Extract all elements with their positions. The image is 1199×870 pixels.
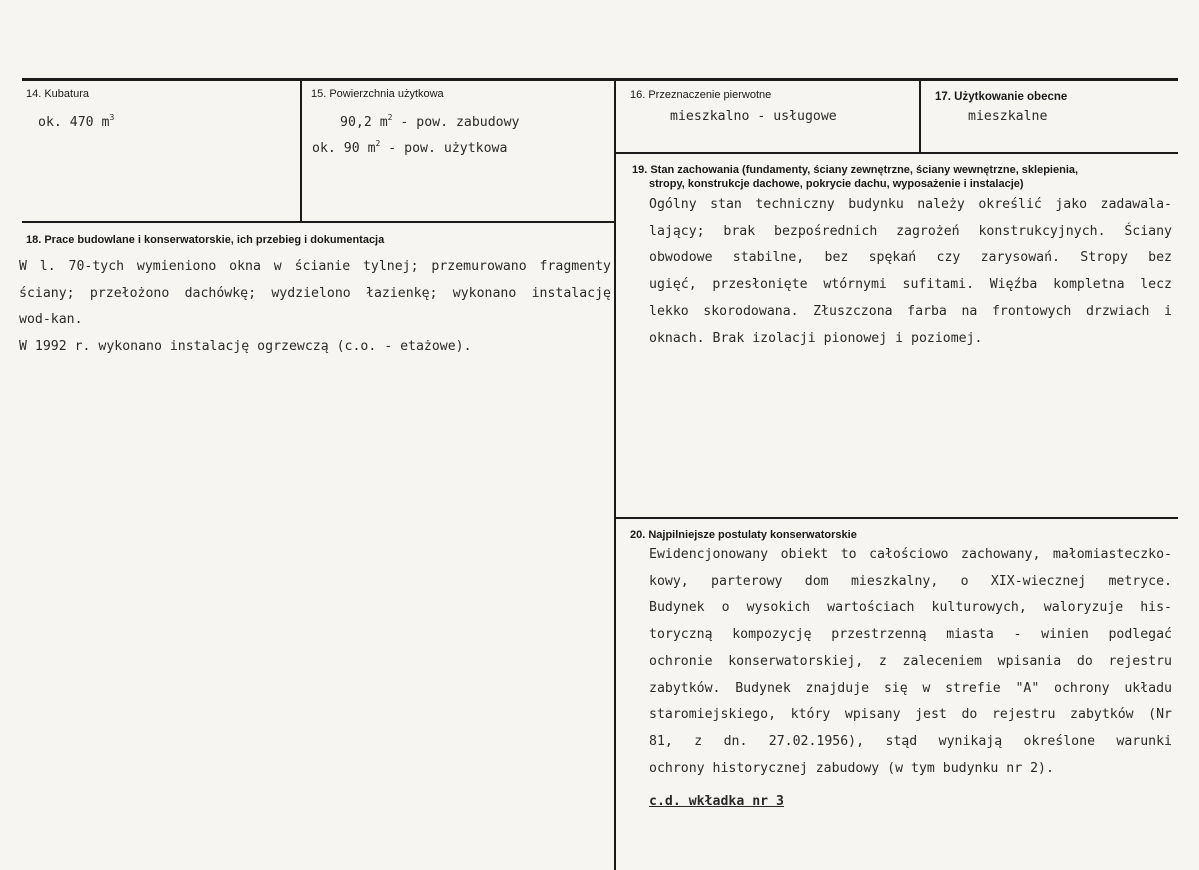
field-19-line: lający; brak bezpośrednich zagrożeń konstrukcyjnych. Ściany: [649, 223, 1172, 239]
rule-below-19: [616, 517, 1178, 519]
field-20-line: toryczną kompozycję przestrzenną miasta - winien podlegać: [649, 627, 1172, 643]
field-19-line: oknach. Brak izolacji pionowej i poziomej.: [649, 330, 983, 346]
divider-v-16-17: [919, 80, 921, 153]
field-20-line: Ewidencjonowany obiekt to całościowo zachowany, małomiasteczko-: [649, 547, 1172, 562]
field-18-line: W 1992 r. wykonano instalację ogrzewczą (c.o. - etażowe).: [19, 339, 472, 355]
continuation-note: c.d. wkładka nr 3: [649, 794, 784, 809]
divider-v-center: [614, 80, 616, 870]
field-14-value: ok. 470 $m^3$: [38, 113, 115, 130]
field-18-text: [19, 254, 611, 361]
field-15-label: 15. Powierzchnia użytkowa: [311, 88, 444, 100]
field-19-text: [649, 192, 1172, 352]
field-20-line: ochronie konserwatorskiej, z zaleceniem wpisania do rejestru: [649, 653, 1172, 669]
field-15-line-2: ok. 90 $m^2$ - pow. użytkowa: [312, 139, 508, 156]
field-20-line: 81, z dn. 27.02.1956), stąd wynikają określone warunki: [649, 733, 1172, 749]
field-18-line: wod-kan.: [19, 312, 83, 328]
field-17-label: 17. Użytkowanie obecne: [935, 91, 1068, 103]
field-20-line: kowy, parterowy dom mieszkalny, o XIX-wiecznej metryce.: [649, 573, 1172, 589]
rule-below-16-17: [616, 152, 1178, 154]
field-18-line: ściany; przełożono dachówkę; wydzielono łazienkę; wykonano instalację: [19, 285, 611, 301]
field-16-value: mieszkalno - usługowe: [670, 109, 837, 124]
field-18-line: W l. 70-tych wymieniono okna w ścianie tylnej; przemurowano fragmenty: [19, 259, 611, 274]
field-18-label: 18. Prace budowlane i konserwatorskie, ich przebieg i dokumentacja: [26, 234, 385, 246]
divider-v-14-15: [300, 80, 302, 222]
field-20-line: staromiejskiego, który wpisany jest do rejestru zabytków (Nr: [649, 707, 1172, 723]
field-16-label: 16. Przeznaczenie pierwotne: [630, 89, 772, 101]
field-20-text: [649, 542, 1172, 782]
field-19-label-line-2: stropy, konstrukcje dachowe, pokrycie dachu, wyposażenie i instalacje): [649, 178, 1024, 190]
field-14-label: 14. Kubatura: [26, 88, 89, 100]
top-rule: [22, 78, 1178, 81]
field-19-line: Ogólny stan techniczny budynku należy określić jako zadawala-: [649, 197, 1172, 212]
field-19-label-line-1: 19. Stan zachowania (fundamenty, ściany zewnętrzne, ściany wewnętrzne, sklepienia,: [632, 164, 1079, 176]
field-19-line: obwodowe stabilne, bez spękań czy zarysowań. Stropy bez: [649, 250, 1172, 266]
field-20-line: zabytków. Budynek znajduje się w strefie "A" ochrony układu: [649, 680, 1172, 696]
field-20-line: ochrony historycznej zabudowy (w tym budynku nr 2).: [649, 760, 1054, 776]
field-19-line: lekko skorodowana. Złuszczona farba na frontowych drzwiach i: [649, 303, 1172, 319]
field-19-line: ugięć, przesłonięte wtórnymi sufitami. Więźba kompletna lecz: [649, 277, 1172, 293]
rule-below-14-15: [22, 221, 616, 223]
field-17-value: mieszkalne: [968, 109, 1048, 124]
field-15-line-1: 90,2 $m^2$ - pow. zabudowy: [340, 113, 520, 130]
field-20-label: 20. Najpilniejsze postulaty konserwatorskie: [630, 529, 857, 541]
field-20-line: Budynek o wysokich wartościach kulturowych, waloryzuje his-: [649, 600, 1172, 616]
